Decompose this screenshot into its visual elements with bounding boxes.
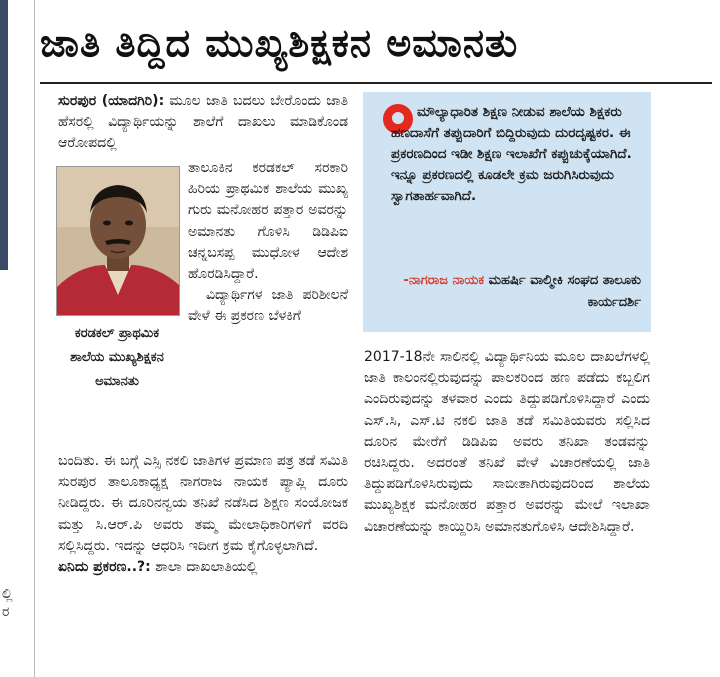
- subhead-text: ಶಾಲಾ ದಾಖಲಾತಿಯಲ್ಲಿ: [150, 559, 258, 576]
- right-paragraph: 2017-18ನೇ ಸಾಲಿನಲ್ಲಿ ವಿದ್ಯಾರ್ಥಿನಿಯ ಮೂಲ ದಾಖಲೆಗಳಲ್ಲಿ ಜಾತಿ ಕಾಲಂನಲ್ಲಿರುವುದನ್ನು ಪಾಲಕರಿಂದ ಹಣ ಪಡೆದು ಕಬ್ಬಲಿಗ ಎಂದಿರುವುದನ್ನು ತಳವಾರ ಎಂದು ತಿದ್ದುಪಡಿಗೊಳಿಸಿದ್ದಾರೆ ಎಂದು ಎಸ್.ಸಿ, ಎಸ್.ಟಿ ನಕಲಿ ಜಾತಿ ತಡೆ ಸಮಿತಿಯವರು ಸಲ್ಲಿಸಿದ ದೂರಿನ ಮೇರೆಗೆ ಡಿಡಿಪಿಐ ಅವರು ತನಿಖಾ ತಂಡವನ್ನು ರಚಿಸಿದ್ದರು. ಅದರಂತೆ ತನಿಖೆ ವೇಳೆ ವಿಚಾರಣೆಯಲ್ಲಿ ಜಾತಿ ತಿದ್ದುಪಡಿಗೊಳಿಸಿರುವುದು ಸಾಬೀತಾಗಿರುವುದರಿಂದ ಶಾಲೆಯ ಮುಖ್ಯಶಿಕ್ಷಕ ಮನೋಹರ ಪತ್ತಾರ ಅವರನ್ನು ಮೇಲೆ ಇಲಾಖಾ ವಿಚಾರಣೆಯನ್ನು ಕಾಯ್ದಿರಿಸಿ ಅಮಾನತುಗೊಳಿಸಿ ಆದೇಶಿಸಿದ್ದಾರೆ.: [364, 349, 650, 535]
- adjacent-image-edge: [0, 0, 8, 270]
- article-narrow-column: [188, 158, 348, 328]
- quote-signature: [391, 270, 641, 314]
- narrow-paragraph-2: ವಿದ್ಯಾರ್ಥಿಗಳ ಜಾತಿ ಪರಿಶೀಲನೆ ವೇಳೆ ಈ ಪ್ರಕರಣ ಬೆಳಕಿಗೆ: [188, 287, 348, 325]
- quote-text: ಮೌಲ್ಯಾಧಾರಿತ ಶಿಕ್ಷಣ ನೀಡುವ ಶಾಲೆಯ ಶಿಕ್ಷಕರು ಹಣದಾಸೆಗೆ ತಪ್ಪುದಾರಿಗೆ ಬಿದ್ದಿರುವುದು ದುರದೃಷ್ಟಕರ. ಈ ಪ್ರಕರಣದಿಂದ ಇಡೀ ಶಿಕ್ಷಣ ಇಲಾಖೆಗೆ ಕಪ್ಪುಚುಕ್ಕೆಯಾಗಿದೆ. ಇನ್ನೂ ಪ್ರಕರಣದಲ್ಲಿ ಕೂಡಲೇ ಕ್ರಮ ಜರುಗಿಸಿರುವುದು ಸ್ವಾಗತಾರ್ಹವಾಗಿದೆ.: [391, 104, 632, 204]
- article-right-column: [364, 347, 650, 538]
- article-lead: [58, 91, 348, 155]
- lead-text: ಮೂಲ ಜಾತಿ ಬದಲು ಬೇರೊಂದು ಜಾತಿ ಹೆಸರಲ್ಲಿ ವಿದ್ಯಾರ್ಥಿಯನ್ನು ಶಾಲೆಗೆ ದಾಖಲು ಮಾಡಿಕೊಂಡ ಆರೋಪದಲ್ಲಿ: [58, 93, 348, 152]
- quote-author-role: ಮಹರ್ಷಿ ವಾಲ್ಮೀಕಿ ಸಂಘದ ತಾಲೂಕು ಕಾರ್ಯದರ್ಶಿ: [484, 273, 641, 310]
- quote-author: -ನಾಗರಾಜ ನಾಯಕ: [403, 273, 485, 288]
- photo-caption: ಕರಡಕಲ್ ಪ್ರಾಥಮಿಕ ಶಾಲೆಯ ಮುಖ್ಯಶಿಕ್ಷಕನ ಅಮಾನತು: [70, 326, 164, 389]
- headline-rule: [40, 82, 712, 84]
- bottom-paragraph: ಬಂದಿತು. ಈ ಬಗ್ಗೆ ಎಸ್ಸಿ ನಕಲಿ ಜಾತಿಗಳ ಪ್ರಮಾಣ ಪತ್ರ ತಡೆ ಸಮಿತಿ ಸುರಪುರ ತಾಲೂಕಾಧ್ಯಕ್ಷ ನಾಗರಾಜ ನಾಯಕ ಪ್ಯಾಪ್ಲಿ ದೂರು ನೀಡಿದ್ದರು. ಈ ದೂರಿನನ್ವಯ ತನಿಖೆ ನಡೆಸಿದ ಶಿಕ್ಷಣ ಸಂಯೋಜಕ ಮತ್ತು ಸಿ.ಆರ್.ಪಿ ಅವರು ತಮ್ಮ ಮೇಲಾಧಿಕಾರಿಗಳಿಗೆ ವರದಿ ಸಲ್ಲಿಸಿದ್ದರು. ಇದನ್ನು ಆಧರಿಸಿ ಇದೀಗ ಕ್ರಮ ಕೈಗೊಳ್ಳಲಾಗಿದೆ.: [58, 453, 348, 554]
- headmaster-photo: [56, 166, 180, 316]
- article-left-bottom: [58, 451, 348, 578]
- adjacent-text-fragment: ಲ್ಲಿ ರ: [2, 586, 13, 620]
- portrait-illustration: [57, 167, 179, 315]
- dateline: ಸುರಪುರ (ಯಾದಗಿರಿ):: [58, 93, 165, 109]
- headline: ಜಾತಿ ತಿದ್ದಿದ ಮುಖ್ಯಶಿಕ್ಷಕನ ಅಮಾನತು: [40, 21, 519, 65]
- subhead: ಏನಿದು ಪ್ರಕರಣ..?:: [58, 559, 151, 576]
- blank-margin: [660, 92, 716, 652]
- quote-box: [363, 92, 651, 332]
- adjacent-column-strip: [0, 0, 35, 677]
- narrow-paragraph-1: ತಾಲೂಕಿನ ಕರಡಕಲ್ ಸರಕಾರಿ ಹಿರಿಯ ಪ್ರಾಥಮಿಕ ಶಾಲೆಯ ಮುಖ್ಯ ಗುರು ಮನೋಹರ ಪತ್ತಾರ ಅವರನ್ನು ಅಮಾನತು ಗೊಳಿಸಿ ಡಿಡಿಪಿಐ ಚನ್ನಬಸಪ್ಪ ಮುಧೋಳ ಆದೇಶ ಹೊರಡಿಸಿದ್ದಾರೆ.: [188, 160, 348, 283]
